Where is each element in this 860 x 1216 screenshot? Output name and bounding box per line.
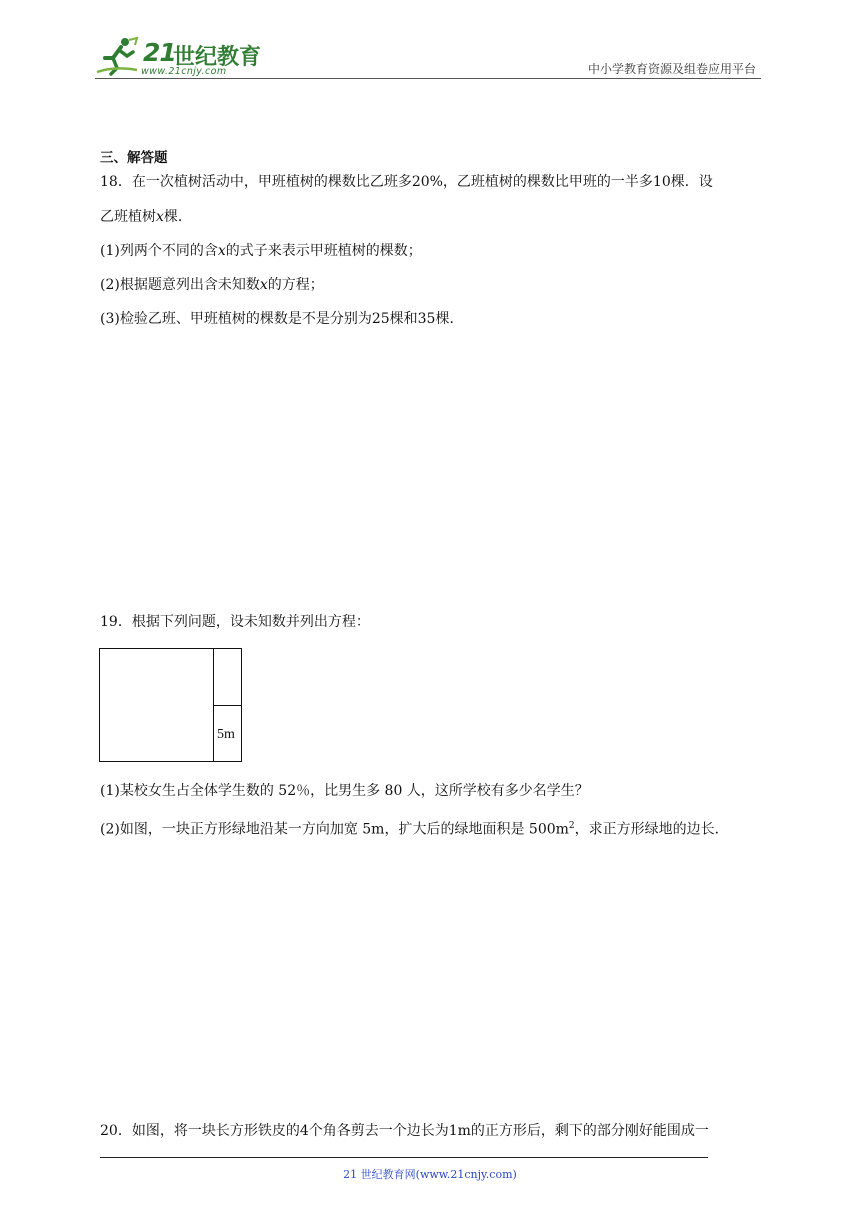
q19-part2-pre: (2)如图，一块正方形绿地沿某一方向加宽 5m，扩大后的绿地面积是 500m xyxy=(100,821,569,838)
q19-part2-post: ，求正方形绿地的边长． xyxy=(574,821,729,838)
diagram-width-label: 5m xyxy=(217,727,235,742)
q18-part1 xyxy=(100,241,422,261)
q18-part2 xyxy=(100,275,324,295)
q18-line2-post: 棵． xyxy=(163,209,192,225)
logo-wordmark: 世纪教育 xyxy=(173,45,262,70)
q20-stem-line1: 20．如图，将一块长方形铁皮的4个角各剪去一个边长为1m的正方形后，剩下的部分刚好能围成一 xyxy=(100,1123,709,1139)
section-title: 三、解答题 xyxy=(100,150,168,166)
logo-url: www.21cnjy.com xyxy=(141,66,227,77)
square-field-diagram xyxy=(99,648,242,762)
site-logo xyxy=(95,36,265,80)
q19-part2 xyxy=(100,816,729,840)
q18-stem-line1: 18．在一次植树活动中，甲班植树的棵数比乙班多20%，乙班植树的棵数比甲班的一半多10棵．设 xyxy=(100,174,713,190)
q18-line2-pre: 乙班植树 xyxy=(100,209,156,225)
q19-part2-superscript: 2 xyxy=(568,821,575,831)
q19-part1: (1)某校女生占全体学生数的 52％，比男生多 80 人，这所学校有多少名学生？ xyxy=(100,783,589,799)
q18-part1-variable: x xyxy=(217,243,226,259)
header-divider xyxy=(95,78,761,79)
q18-part2-pre: (2)根据题意列出含未知数 xyxy=(100,277,260,293)
footer-link[interactable]: 21 世纪教育网(www.21cnjy.com) xyxy=(343,1168,517,1181)
q18-part2-variable: x xyxy=(259,277,268,293)
platform-name: 中小学教育资源及组卷应用平台 xyxy=(587,62,756,76)
running-figure-icon xyxy=(95,36,139,76)
q19-intro: 19．根据下列问题，设未知数并列出方程： xyxy=(100,614,370,630)
q18-part1-pre: (1)列两个不同的含 xyxy=(100,243,218,259)
q18-stem-line2 xyxy=(100,207,192,227)
q18-part1-post: 的式子来表示甲班植树的棵数； xyxy=(225,243,422,259)
footer-divider xyxy=(100,1157,708,1158)
logo-number: 21 xyxy=(143,38,176,67)
q18-part3: (3)检验乙班、甲班植树的棵数是不是分别为25棵和35棵． xyxy=(100,311,464,327)
q18-variable: x xyxy=(156,209,164,225)
q18-part2-post: 的方程； xyxy=(267,277,324,293)
